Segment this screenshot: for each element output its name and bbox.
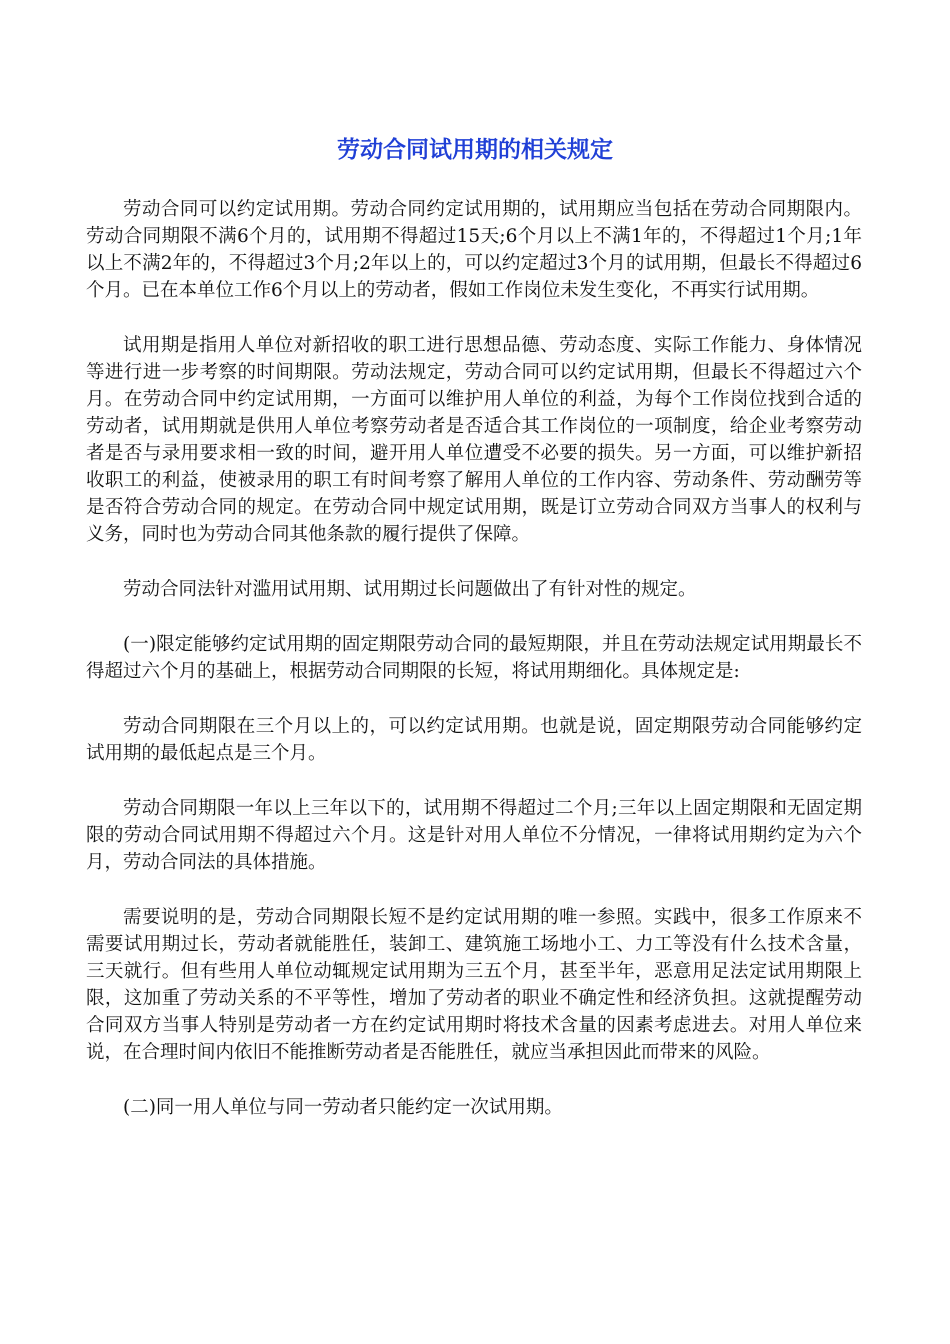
paragraph-three-months: 劳动合同期限在三个月以上的，可以约定试用期。也就是说，固定期限劳动合同能够约定试用期的最低起点是三个月。: [86, 716, 862, 764]
document-title: 劳动合同试用期的相关规定: [337, 137, 613, 163]
paragraph-trial-period-limits: 劳动合同可以约定试用期。劳动合同约定试用期的，试用期应当包括在劳动合同期限内。劳动合同期限不满6个月的，试用期不得超过15天;6个月以上不满1年的，不得超过1个月;1年以上不满2年的，不得超过3个月;2年以上的，可以约定超过3个月的试用期，但最长不得超过6个月。已在本单位工作6个月以上的劳动者，假如工作岗位未发生变化，不再实行试用期。: [86, 199, 862, 301]
paragraph-rule-two: (二)同一用人单位与同一劳动者只能约定一次试用期。: [123, 1097, 563, 1118]
paragraph-rule-one: (一)限定能够约定试用期的固定期限劳动合同的最短期限，并且在劳动法规定试用期最长不得超过六个月的基础上，根据劳动合同期限的长短，将试用期细化。具体规定是:: [86, 634, 862, 682]
paragraph-contract-law-intro: 劳动合同法针对滥用试用期、试用期过长问题做出了有针对性的规定。: [123, 579, 697, 600]
paragraph-explanation: 需要说明的是，劳动合同期限长短不是约定试用期的唯一参照。实践中，很多工作原来不需要试用期过长，劳动者就能胜任，装卸工、建筑施工场地小工、力工等没有什么技术含量，三天就行。但有些用人单位动辄规定试用期为三五个月，甚至半年，恶意用足法定试用期限上限，这加重了劳动关系的不平等性，增加了劳动者的职业不确定性和经济负担。这就提醒劳动合同双方当事人特别是劳动者一方在约定试用期时将技术含量的因素考虑进去。对用人单位来说，在合理时间内依旧不能推断劳动者是否能胜任，就应当承担因此而带来的风险。: [86, 907, 862, 1063]
paragraph-trial-period-definition: 试用期是指用人单位对新招收的职工进行思想品德、劳动态度、实际工作能力、身体情况等进行进一步考察的时间期限。劳动法规定，劳动合同可以约定试用期，但最长不得超过六个月。在劳动合同中约定试用期，一方面可以维护用人单位的利益，为每个工作岗位找到合适的劳动者，试用期就是供用人单位考察劳动者是否适合其工作岗位的一项制度，给企业考察劳动者是否与录用要求相一致的时间，避开用人单位遭受不必要的损失。另一方面，可以维护新招收职工的利益，使被录用的职工有时间考察了解用人单位的工作内容、劳动条件、劳动酬劳等是否符合劳动合同的规定。在劳动合同中规定试用期，既是订立劳动合同双方当事人的权利与义务，同时也为劳动合同其他条款的履行提供了保障。: [86, 335, 862, 545]
document-body: [86, 196, 862, 1149]
paragraph-one-to-three-years: 劳动合同期限一年以上三年以下的，试用期不得超过二个月;三年以上固定期限和无固定期限的劳动合同试用期不得超过六个月。这是针对用人单位不分情况，一律将试用期约定为六个月，劳动合同法的具体措施。: [86, 798, 862, 873]
